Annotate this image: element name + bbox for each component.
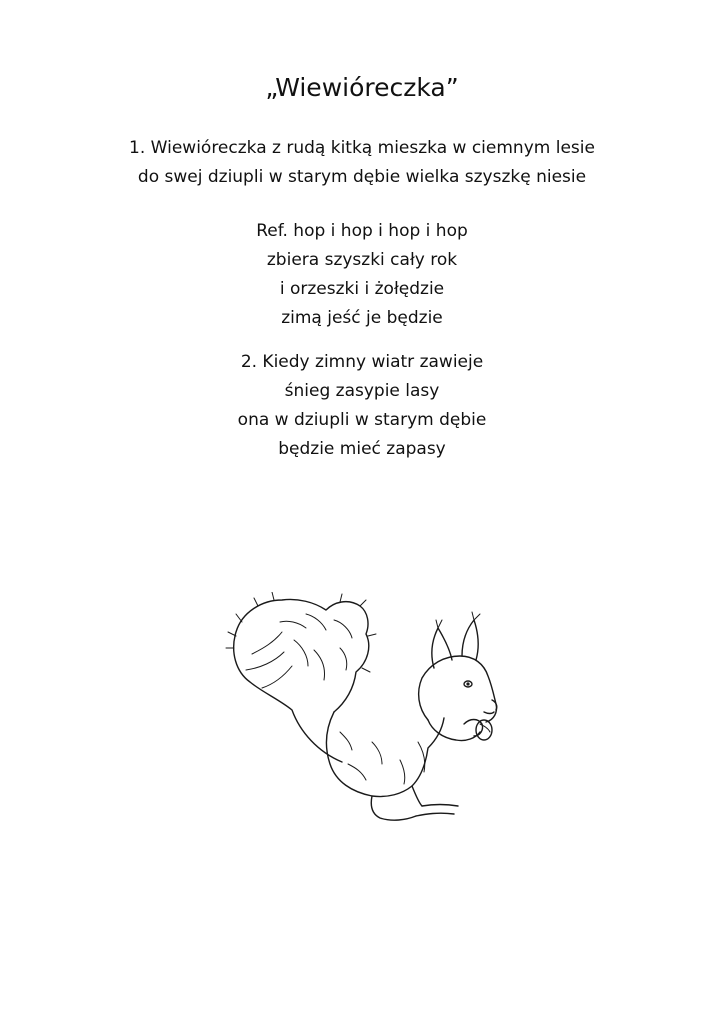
eye-pupil bbox=[466, 682, 469, 685]
verse-line: do swej dziupli w starym dębie wielka szyszkę niesie bbox=[137, 167, 587, 187]
refrain-line: i orzeszki i żołędzie bbox=[279, 279, 445, 299]
verse-line: będzie mieć zapasy bbox=[278, 439, 446, 459]
nut bbox=[476, 720, 492, 740]
refrain-line: Ref. hop i hop i hop i hop bbox=[256, 221, 468, 241]
tail-fur bbox=[246, 614, 352, 688]
belly-fur bbox=[400, 742, 425, 784]
refrain bbox=[0, 217, 724, 333]
front-leg bbox=[412, 786, 422, 806]
verse-line: 1. Wiewióreczka z rudą kitką mieszka w ciemnym lesie bbox=[129, 138, 595, 158]
nose-mouth bbox=[484, 700, 497, 714]
tail-outline bbox=[234, 599, 369, 762]
hind-leg bbox=[371, 796, 416, 820]
verse-2 bbox=[0, 348, 724, 464]
right-ear bbox=[462, 620, 478, 660]
squirrel-drawing-icon bbox=[222, 592, 512, 830]
refrain-line: zbiera szyszki cały rok bbox=[266, 250, 458, 270]
tail-fur-tips bbox=[226, 592, 376, 672]
verse-1 bbox=[0, 134, 724, 192]
body-outline bbox=[327, 712, 444, 797]
verse-line: ona w dziupli w starym dębie bbox=[237, 410, 487, 430]
song-title: „Wiewióreczka” bbox=[265, 73, 459, 102]
left-ear bbox=[432, 628, 452, 668]
refrain-line: zimą jeść je będzie bbox=[281, 308, 443, 328]
verse-line: 2. Kiedy zimny wiatr zawieje bbox=[240, 352, 484, 372]
squirrel-illustration bbox=[222, 592, 512, 830]
verse-line: śnieg zasypie lasy bbox=[284, 381, 440, 401]
body-fur bbox=[340, 732, 382, 780]
